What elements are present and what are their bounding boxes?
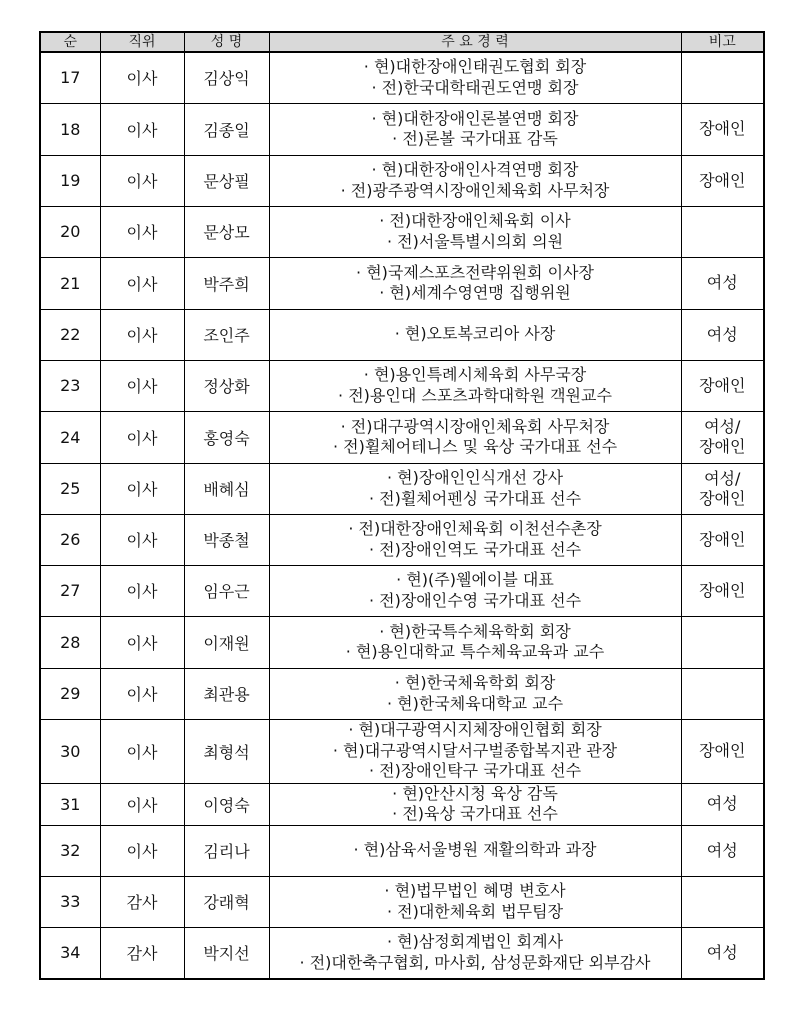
row-note <box>681 565 764 616</box>
career-line: · 현)안산시청 육상 감독 <box>392 783 558 803</box>
career-line: · 전)장애인탁구 국가대표 선수 <box>368 761 582 781</box>
table-row <box>40 825 764 876</box>
row-career <box>269 463 681 514</box>
note-line: 장애인 <box>699 170 746 190</box>
career-line: · 전)용인대 스포츠과학대학원 객원교수 <box>338 385 612 405</box>
row-position: 감사 <box>100 927 184 979</box>
row-name: 이영숙 <box>184 783 269 825</box>
table-row <box>40 876 764 927</box>
career-line: · 현)대한장애인론볼연맹 회장 <box>371 108 579 128</box>
row-number: 24 <box>40 411 100 463</box>
row-note <box>681 360 764 411</box>
header-row <box>40 32 764 52</box>
row-note <box>681 825 764 876</box>
table-row <box>40 719 764 783</box>
career-line: · 현)대구광역시달서구벌종합복지관 관장 <box>332 740 618 760</box>
note-line: 여성/ <box>704 468 741 488</box>
career-line: · 현)삼육서울병원 재활의학과 과장 <box>353 840 597 860</box>
career-line: · 전)대한축구협회, 마사회, 삼성문화재단 외부감사 <box>299 952 651 972</box>
row-name: 배혜심 <box>184 463 269 514</box>
career-line: · 전)육상 국가대표 선수 <box>392 804 558 823</box>
row-note <box>681 155 764 206</box>
career-line: · 전)휠체어테니스 및 육상 국가대표 선수 <box>332 437 618 456</box>
row-position: 이사 <box>100 52 184 103</box>
career-line: · 현)오토복코리아 사장 <box>394 324 556 344</box>
row-career <box>269 668 681 719</box>
table-row <box>40 616 764 668</box>
roster-body <box>40 52 764 979</box>
row-position: 이사 <box>100 565 184 616</box>
row-name: 박지선 <box>184 927 269 979</box>
row-position: 이사 <box>100 206 184 257</box>
career-line: · 현)대한장애인태권도협회 회장 <box>363 57 587 77</box>
table-row <box>40 360 764 411</box>
row-career <box>269 360 681 411</box>
career-line: · 현)용인특례시체육회 사무국장 <box>363 365 587 384</box>
career-line: · 현)대구광역시지체장애인협회 회장 <box>348 720 602 740</box>
row-name: 김종일 <box>184 103 269 155</box>
row-career <box>269 616 681 668</box>
career-line: · 현)국제스포츠전략위원회 이사장 <box>356 262 594 282</box>
career-line: · 전)광주광역시장애인체육회 사무처장 <box>340 180 610 200</box>
row-position: 이사 <box>100 825 184 876</box>
row-position: 이사 <box>100 719 184 783</box>
career-line: · 현)(주)웰에이블 대표 <box>396 570 554 589</box>
career-line: · 현)한국체육대학교 교수 <box>386 693 564 713</box>
table-row <box>40 463 764 514</box>
row-number: 23 <box>40 360 100 411</box>
row-note <box>681 668 764 719</box>
row-career <box>269 257 681 309</box>
header-position: 직위 <box>100 32 184 52</box>
career-line: · 현)장애인인식개선 강사 <box>386 468 564 487</box>
note-line: 장애인 <box>699 741 746 760</box>
row-career <box>269 825 681 876</box>
note-line: 여성 <box>706 794 738 813</box>
note-line: 장애인 <box>699 488 746 508</box>
row-note <box>681 103 764 155</box>
row-name: 최관용 <box>184 668 269 719</box>
row-career <box>269 927 681 979</box>
table-row <box>40 927 764 979</box>
row-number: 18 <box>40 103 100 155</box>
career-line: · 전)대한체육회 법무팀장 <box>386 901 564 921</box>
row-name: 홍영숙 <box>184 411 269 463</box>
row-position: 이사 <box>100 360 184 411</box>
row-note <box>681 411 764 463</box>
note-line: 장애인 <box>699 437 746 456</box>
row-note <box>681 206 764 257</box>
career-line: · 전)대한장애인체육회 이천선수촌장 <box>348 519 602 538</box>
row-number: 19 <box>40 155 100 206</box>
row-career <box>269 103 681 155</box>
row-career <box>269 514 681 565</box>
table-row <box>40 257 764 309</box>
career-line: · 현)한국특수체육학회 회장 <box>379 621 571 641</box>
row-note <box>681 783 764 825</box>
row-position: 이사 <box>100 103 184 155</box>
table-row <box>40 206 764 257</box>
row-position: 이사 <box>100 514 184 565</box>
career-line: · 현)한국체육학회 회장 <box>394 673 556 692</box>
row-career <box>269 206 681 257</box>
note-line: 장애인 <box>699 529 746 549</box>
table-row <box>40 565 764 616</box>
row-number: 28 <box>40 616 100 668</box>
row-career <box>269 155 681 206</box>
table-row <box>40 668 764 719</box>
row-name: 강래혁 <box>184 876 269 927</box>
table-row <box>40 783 764 825</box>
career-line: · 현)세계수영연맹 집행위원 <box>379 283 571 302</box>
row-note <box>681 514 764 565</box>
row-position: 이사 <box>100 783 184 825</box>
row-career <box>269 876 681 927</box>
row-career <box>269 565 681 616</box>
career-line: · 현)대한장애인사격연맹 회장 <box>371 160 579 179</box>
row-number: 21 <box>40 257 100 309</box>
row-number: 30 <box>40 719 100 783</box>
header-career: 주 요 경 력 <box>269 32 681 52</box>
row-position: 이사 <box>100 309 184 360</box>
note-line: 여성 <box>706 324 738 344</box>
row-name: 최형석 <box>184 719 269 783</box>
row-position: 감사 <box>100 876 184 927</box>
header-number: 순 <box>40 32 100 52</box>
row-number: 20 <box>40 206 100 257</box>
table-row <box>40 514 764 565</box>
row-number: 34 <box>40 927 100 979</box>
note-line: 장애인 <box>699 580 746 600</box>
career-line: · 전)한국대학태권도연맹 회장 <box>371 77 579 97</box>
row-number: 33 <box>40 876 100 927</box>
row-position: 이사 <box>100 616 184 668</box>
row-name: 조인주 <box>184 309 269 360</box>
note-line: 장애인 <box>699 375 746 395</box>
table-row <box>40 411 764 463</box>
table-row <box>40 309 764 360</box>
note-line: 여성 <box>706 942 738 962</box>
table-row <box>40 103 764 155</box>
row-career <box>269 719 681 783</box>
row-note <box>681 927 764 979</box>
row-name: 문상필 <box>184 155 269 206</box>
career-line: · 현)용인대학교 특수체육교육과 교수 <box>345 642 605 661</box>
row-note <box>681 52 764 103</box>
row-position: 이사 <box>100 257 184 309</box>
row-number: 17 <box>40 52 100 103</box>
row-number: 25 <box>40 463 100 514</box>
row-number: 27 <box>40 565 100 616</box>
table-row <box>40 52 764 103</box>
row-career <box>269 309 681 360</box>
career-line: · 전)장애인수영 국가대표 선수 <box>368 590 582 610</box>
row-note <box>681 616 764 668</box>
row-number: 31 <box>40 783 100 825</box>
note-line: 여성/ <box>704 417 741 436</box>
note-line: 여성 <box>706 840 738 860</box>
row-career <box>269 52 681 103</box>
row-number: 22 <box>40 309 100 360</box>
row-note <box>681 876 764 927</box>
career-line: · 전)장애인역도 국가대표 선수 <box>368 539 582 559</box>
career-line: · 전)대구광역시장애인체육회 사무처장 <box>340 416 610 436</box>
row-note <box>681 309 764 360</box>
row-note <box>681 463 764 514</box>
row-name: 김상익 <box>184 52 269 103</box>
note-line: 여성 <box>706 273 738 292</box>
row-note <box>681 719 764 783</box>
row-name: 김리나 <box>184 825 269 876</box>
row-position: 이사 <box>100 155 184 206</box>
career-line: · 현)법무법인 혜명 변호사 <box>384 881 566 900</box>
header-note: 비고 <box>681 32 764 52</box>
officer-roster-table <box>39 31 765 980</box>
row-number: 29 <box>40 668 100 719</box>
row-number: 32 <box>40 825 100 876</box>
career-line: · 전)대한장애인체육회 이사 <box>379 211 571 230</box>
row-name: 이재원 <box>184 616 269 668</box>
career-line: · 전)서울특별시의회 의원 <box>386 231 564 251</box>
row-note <box>681 257 764 309</box>
career-line: · 현)삼정회계법인 회계사 <box>386 932 564 952</box>
career-line: · 전)론볼 국가대표 감독 <box>392 129 558 148</box>
row-position: 이사 <box>100 411 184 463</box>
row-name: 정상화 <box>184 360 269 411</box>
note-line: 장애인 <box>699 119 746 138</box>
row-number: 26 <box>40 514 100 565</box>
row-name: 박주희 <box>184 257 269 309</box>
row-name: 박종철 <box>184 514 269 565</box>
row-name: 문상모 <box>184 206 269 257</box>
row-name: 임우근 <box>184 565 269 616</box>
header-name: 성 명 <box>184 32 269 52</box>
career-line: · 전)휠체어펜싱 국가대표 선수 <box>368 488 582 508</box>
row-position: 이사 <box>100 463 184 514</box>
row-career <box>269 783 681 825</box>
row-career <box>269 411 681 463</box>
table-row <box>40 155 764 206</box>
row-position: 이사 <box>100 668 184 719</box>
